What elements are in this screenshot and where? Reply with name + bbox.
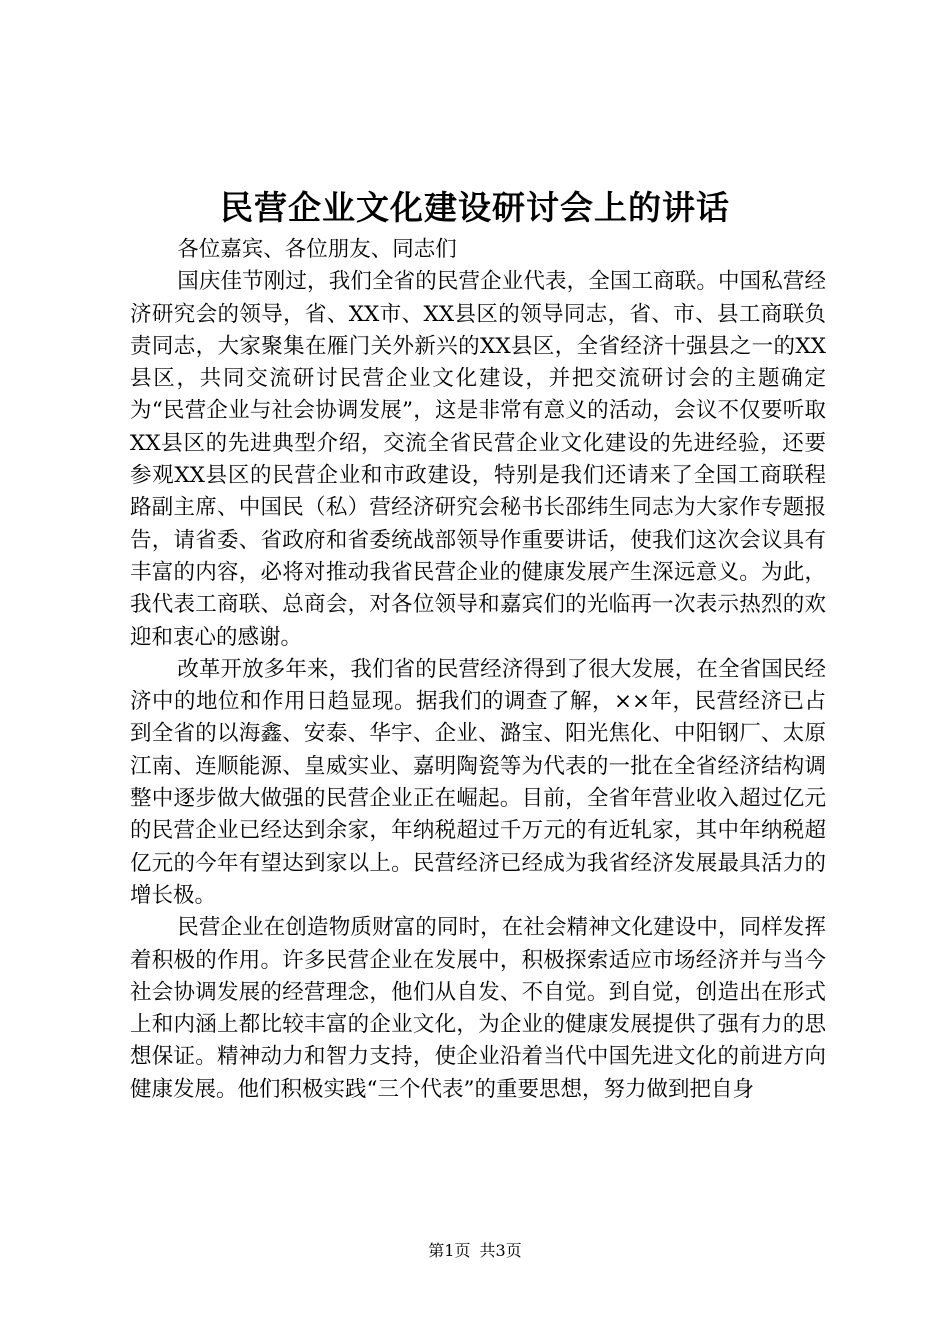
salutation: 各位嘉宾、各位朋友、同志们 xyxy=(177,237,457,262)
paragraph-1: 国庆佳节刚过，我们全省的民营企业代表，全国工商联。中国私营经济研究会的领导，省、XX市、XX县区的领导同志，省、市、县工商联负责同志，大家聚集在雁门关外新兴的XX县区，全省经济十强县之一的XX县区，共同交流研讨民营企业文化建设，并把交流研讨会的主题确定为“民营企业与社会协调发展”，这是非常有意义的活动，会议不仅要听取XX县区的先进典型介绍，交流全省民营企业文化建设的先进经验，还要参观XX县区的民营企业和市政建设，特别是我们还请来了全国工商联程路副主席、中国民（私）营经济研究会秘书长邵纬生同志为大家作专题报告，请省委、省政府和省委统战部领导作重要讲话，使我们这次会议具有丰富的内容，必将对推动我省民营企业的健康发展产生深远意义。为此，我代表工商联、总商会，对各位领导和嘉宾们的光临再一次表示热烈的欢迎和衷心的感谢。 xyxy=(130,269,826,650)
paragraph-3: 民营企业在创造物质财富的同时，在社会精神文化建设中，同样发挥着积极的作用。许多民营企业在发展中，积极探索适应市场经济并与当今社会协调发展的经营理念，他们从自发、不自觉。到自觉，创造出在形式上和内涵上都比较丰富的企业文化，为企业的健康发展提供了强有力的思想保证。精神动力和智力支持，使企业沿着当代中国先进文化的前进方向健康发展。他们积极实践“三个代表”的重要思想，努力做到把自身 xyxy=(130,915,826,1102)
document-body xyxy=(130,234,826,1106)
page-total: 共3页 xyxy=(479,1241,522,1260)
paragraph-2: 改革开放多年来，我们省的民营经济得到了很大发展，在全省国民经济中的地位和作用日趋显现。据我们的调查了解，××年，民营经济已占到全省的以海鑫、安泰、华宇、企业、潞宝、阳光焦化、中阳钢厂、太原江南、连顺能源、皇威实业、嘉明陶瓷等为代表的一批在全省经济结构调整中逐步做大做强的民营企业正在崛起。目前，全省年营业收入超过亿元的民营企业已经达到余家，年纳税超过千万元的有近轧家，其中年纳税超亿元的今年有望达到家以上。民营经济已经成为我省经济发展最具活力的增长极。 xyxy=(130,656,826,908)
document-title: 民营企业文化建设研讨会上的讲话 xyxy=(220,188,730,227)
page-footer xyxy=(0,1240,950,1262)
page-number: 第1页 xyxy=(428,1241,471,1260)
